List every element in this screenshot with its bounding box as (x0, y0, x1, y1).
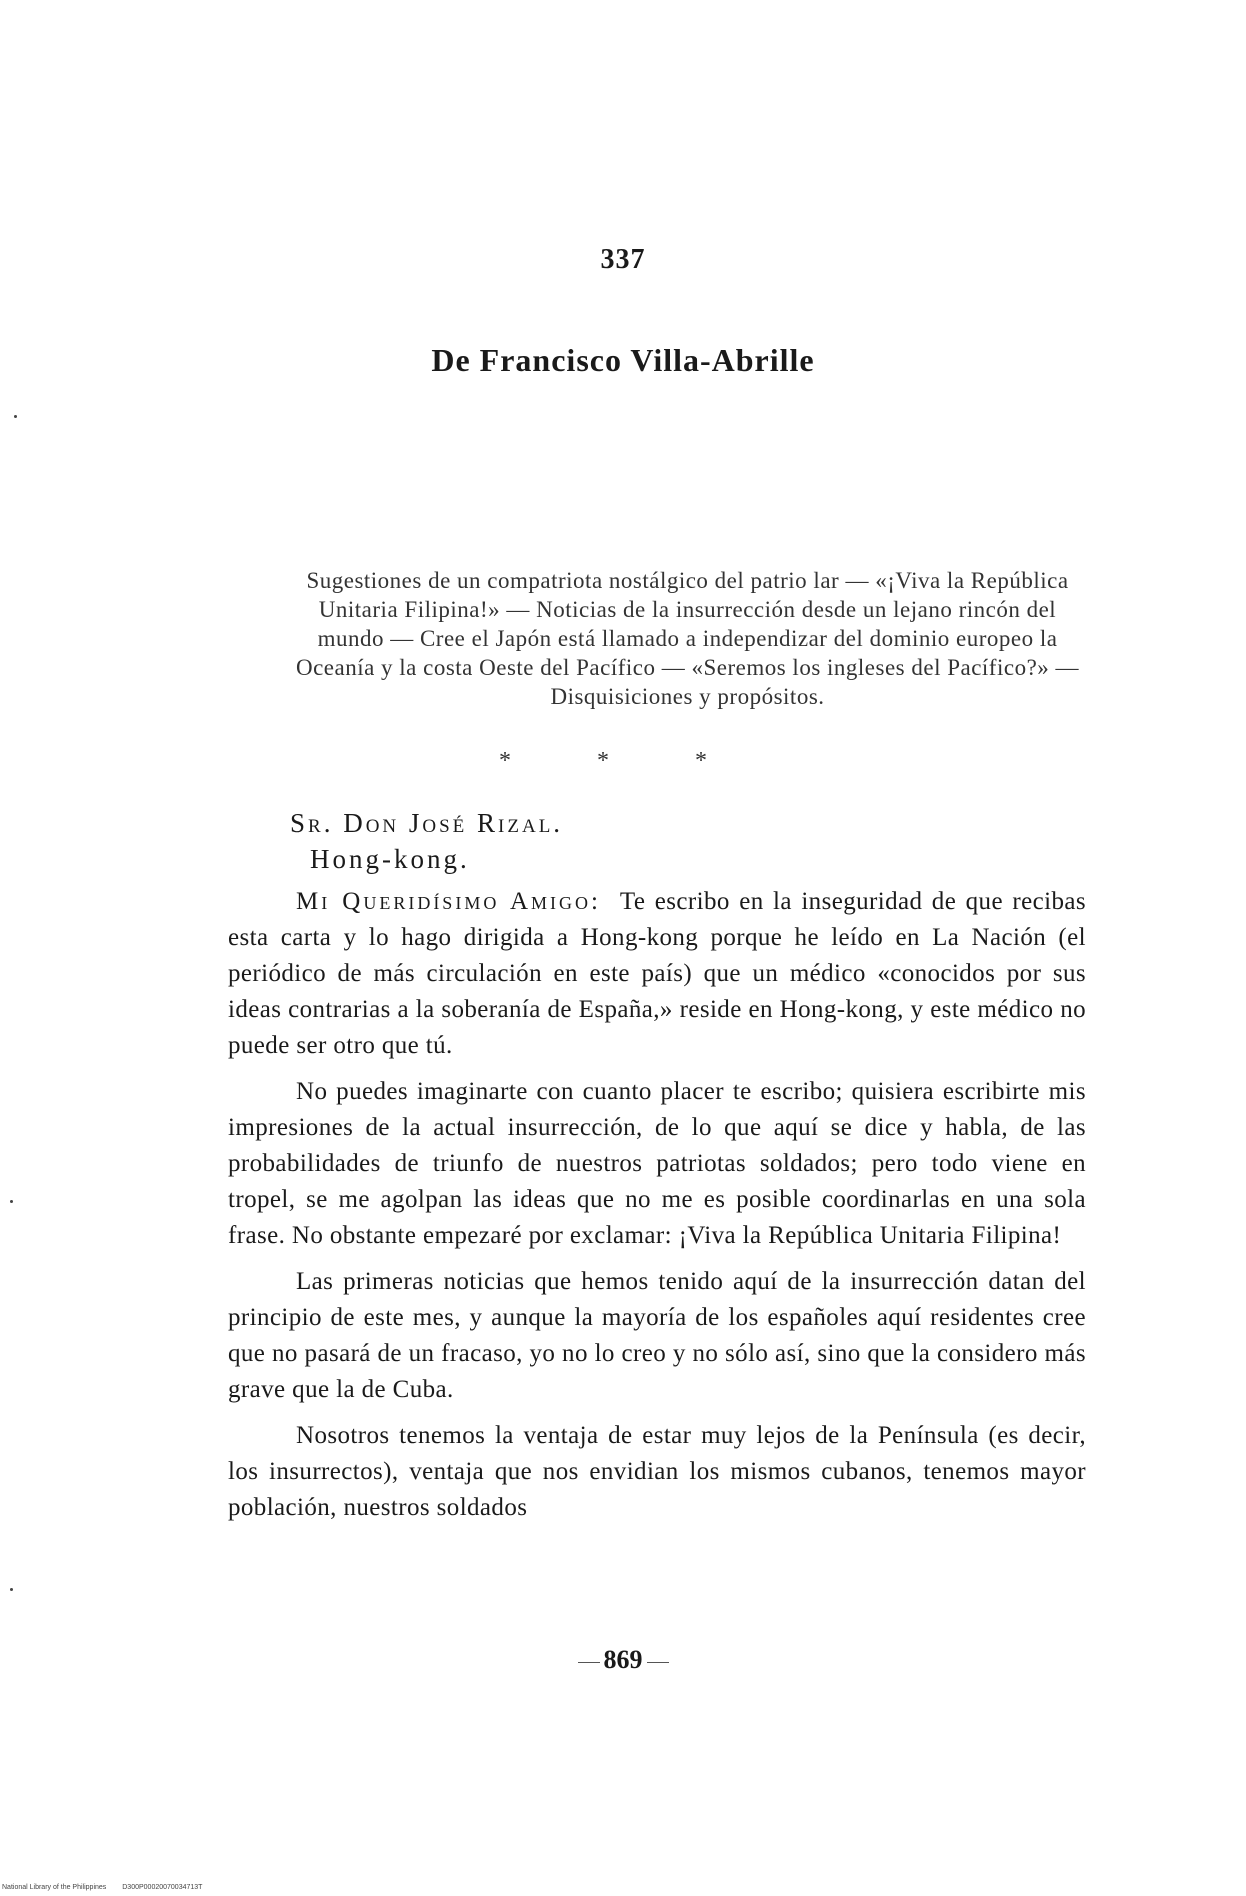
paragraph: No puedes imaginarte con cuanto placer te escribo; quisiera escribirte mis impresiones de la actual insurrección, de lo que aquí se dice y habla, de las probabilidades de triunfo de nuestros patriotas soldados; pero todo viene en tropel, se me agolpan las ideas que no me es posible coordinarlas en una sola frase. No obstante empezaré por exclamar: ¡Viva la República Unitaria Filipina! (228, 1078, 1086, 1249)
footer-code: D300P00020070034713T (122, 1884, 203, 1891)
addressee-name: Sr. Don José Rizal. (290, 808, 564, 838)
letter-body (228, 884, 1086, 1536)
letter-number: 337 (600, 244, 646, 275)
addressee-block (290, 805, 563, 877)
letter-summary: Sugestiones de un compatriota nostálgico del patrio lar — «¡Viva la República Unitaria Filipina!» — Noticias de la insurrección desde un lejano rincón del mundo — Cree el Japón está llamado a independizar del dominio europeo la Oceanía y la costa Oeste del Pacífico — «Seremos los ingleses del Pacífico?» — Disquisiciones y propósitos. (295, 568, 1080, 709)
scan-footer (2, 1884, 216, 1891)
paragraph: Las primeras noticias que hemos tenido aquí de la insurrección datan del principio de este mes, y aunque la mayoría de los españoles aquí residentes cree que no pasará de un fracaso, yo no lo creo y no sólo así, sino que la considero más grave que la de Cuba. (228, 1268, 1086, 1403)
scan-speck (10, 1588, 13, 1591)
letter-title: De Francisco Villa-Abrille (431, 342, 815, 378)
section-separator: * * * (499, 748, 747, 774)
paragraph (228, 884, 1086, 1064)
scan-speck (14, 415, 17, 418)
scan-speck (10, 1200, 13, 1203)
salutation: Mi Queridísimo Amigo: (296, 888, 601, 915)
page-folio: 869 (0, 1645, 1246, 1675)
paragraph: Nosotros tenemos la ventaja de estar muy lejos de la Península (es decir, los insurrectos), ventaja que nos envidian los mismos cubanos, tenemos mayor población, nuestros soldados (228, 1422, 1086, 1521)
paragraph-text: Te escribo en la inseguridad de que recibas esta carta y lo hago dirigida a Hong-kong porque he leído en La Nación (el periódico de más circulación en este país) que un médico «conocidos por sus ideas contrarias a la soberanía de España,» reside en Hong-kong, y este médico no puede ser otro que tú. (228, 888, 1086, 1059)
addressee-city: Hong-kong. (310, 844, 470, 874)
footer-library: National Library of the Philippines (2, 1884, 107, 1891)
